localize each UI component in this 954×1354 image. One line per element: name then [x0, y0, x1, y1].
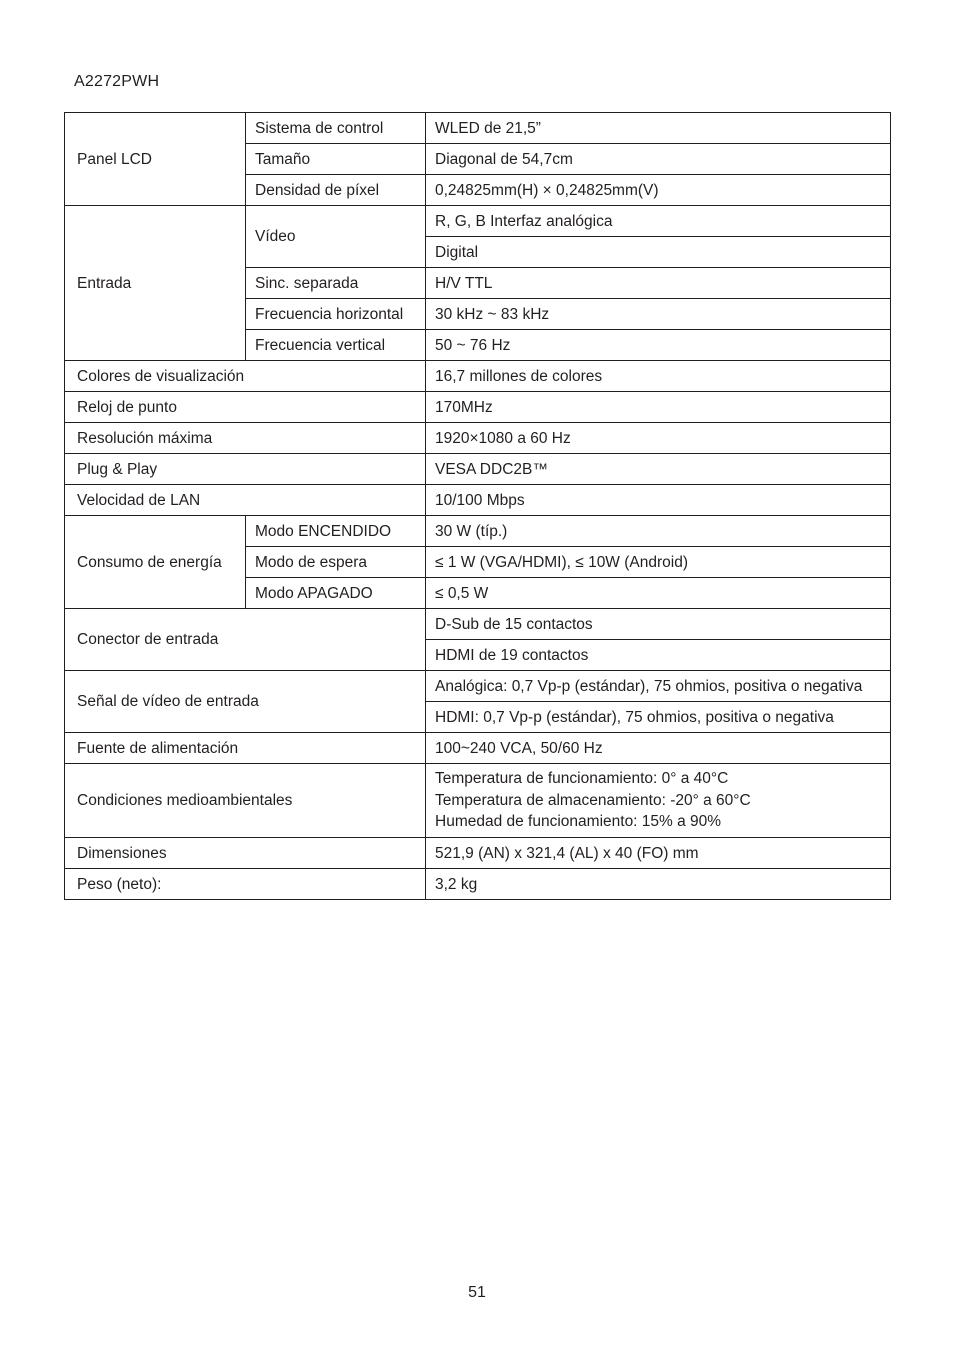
page-number: 51: [468, 1284, 486, 1301]
model-name: A2272PWH: [74, 73, 160, 90]
table-row: [65, 113, 891, 144]
table-row: [65, 454, 891, 485]
spec-value: 1920×1080 a 60 Hz: [426, 423, 891, 454]
sub-label: Sistema de control: [246, 113, 426, 144]
spec-value: HDMI de 19 contactos: [426, 640, 891, 671]
sub-label: Frecuencia vertical: [246, 330, 426, 361]
row-label: Dimensiones: [65, 838, 426, 869]
row-label: Reloj de punto: [65, 392, 426, 423]
spec-value: R, G, B Interfaz analógica: [426, 206, 891, 237]
row-label: Fuente de alimentación: [65, 733, 426, 764]
spec-value: Analógica: 0,7 Vp-p (estándar), 75 ohmios, positiva o negativa: [426, 671, 891, 702]
spec-value: 30 kHz ~ 83 kHz: [426, 299, 891, 330]
spec-value: ≤ 1 W (VGA/HDMI), ≤ 10W (Android): [426, 547, 891, 578]
table-row: [65, 361, 891, 392]
spec-value: 16,7 millones de colores: [426, 361, 891, 392]
spec-value: VESA DDC2B™: [426, 454, 891, 485]
spec-value: 0,24825mm(H) × 0,24825mm(V): [426, 175, 891, 206]
spec-value: 3,2 kg: [426, 869, 891, 900]
spec-value: WLED de 21,5”: [426, 113, 891, 144]
table-row: [65, 392, 891, 423]
table-row: [65, 733, 891, 764]
sub-label: Modo de espera: [246, 547, 426, 578]
row-label: Entrada: [65, 206, 246, 361]
sub-label: Sinc. separada: [246, 268, 426, 299]
specifications-table: [64, 112, 891, 900]
sub-label: Frecuencia horizontal: [246, 299, 426, 330]
spec-value: HDMI: 0,7 Vp-p (estándar), 75 ohmios, positiva o negativa: [426, 702, 891, 733]
row-label: Peso (neto):: [65, 869, 426, 900]
row-label: Condiciones medioambientales: [65, 764, 426, 838]
spec-value: 30 W (típ.): [426, 516, 891, 547]
spec-value: 521,9 (AN) x 321,4 (AL) x 40 (FO) mm: [426, 838, 891, 869]
sub-label: Densidad de píxel: [246, 175, 426, 206]
table-row: [65, 609, 891, 640]
sub-label: Modo APAGADO: [246, 578, 426, 609]
spec-value-line: Humedad de funcionamiento: 15% a 90%: [435, 813, 722, 831]
row-label: Consumo de energía: [65, 516, 246, 609]
row-label: Conector de entrada: [65, 609, 426, 671]
table-row: [65, 869, 891, 900]
row-label: Velocidad de LAN: [65, 485, 426, 516]
sub-label: Vídeo: [246, 206, 426, 268]
table-row: [65, 485, 891, 516]
spec-value: Digital: [426, 237, 891, 268]
row-label: Panel LCD: [65, 113, 246, 206]
table-row: [65, 206, 891, 237]
table-row: [65, 671, 891, 702]
spec-value: H/V TTL: [426, 268, 891, 299]
row-label: Resolución máxima: [65, 423, 426, 454]
table-row: [65, 516, 891, 547]
row-label: Plug & Play: [65, 454, 426, 485]
table-row: [65, 838, 891, 869]
spec-value-line: Temperatura de almacenamiento: -20° a 60°C: [435, 791, 751, 809]
spec-value: Diagonal de 54,7cm: [426, 144, 891, 175]
spec-value: 50 ~ 76 Hz: [426, 330, 891, 361]
sub-label: Modo ENCENDIDO: [246, 516, 426, 547]
table-row: [65, 423, 891, 454]
table-row: [65, 764, 891, 838]
spec-value-line: Temperatura de funcionamiento: 0° a 40°C: [435, 770, 729, 788]
spec-value: ≤ 0,5 W: [426, 578, 891, 609]
spec-value-multiline: [426, 764, 891, 838]
spec-value: D-Sub de 15 contactos: [426, 609, 891, 640]
row-label: Señal de vídeo de entrada: [65, 671, 426, 733]
spec-value: 100~240 VCA, 50/60 Hz: [426, 733, 891, 764]
row-label: Colores de visualización: [65, 361, 426, 392]
sub-label: Tamaño: [246, 144, 426, 175]
spec-value: 170MHz: [426, 392, 891, 423]
spec-value: 10/100 Mbps: [426, 485, 891, 516]
